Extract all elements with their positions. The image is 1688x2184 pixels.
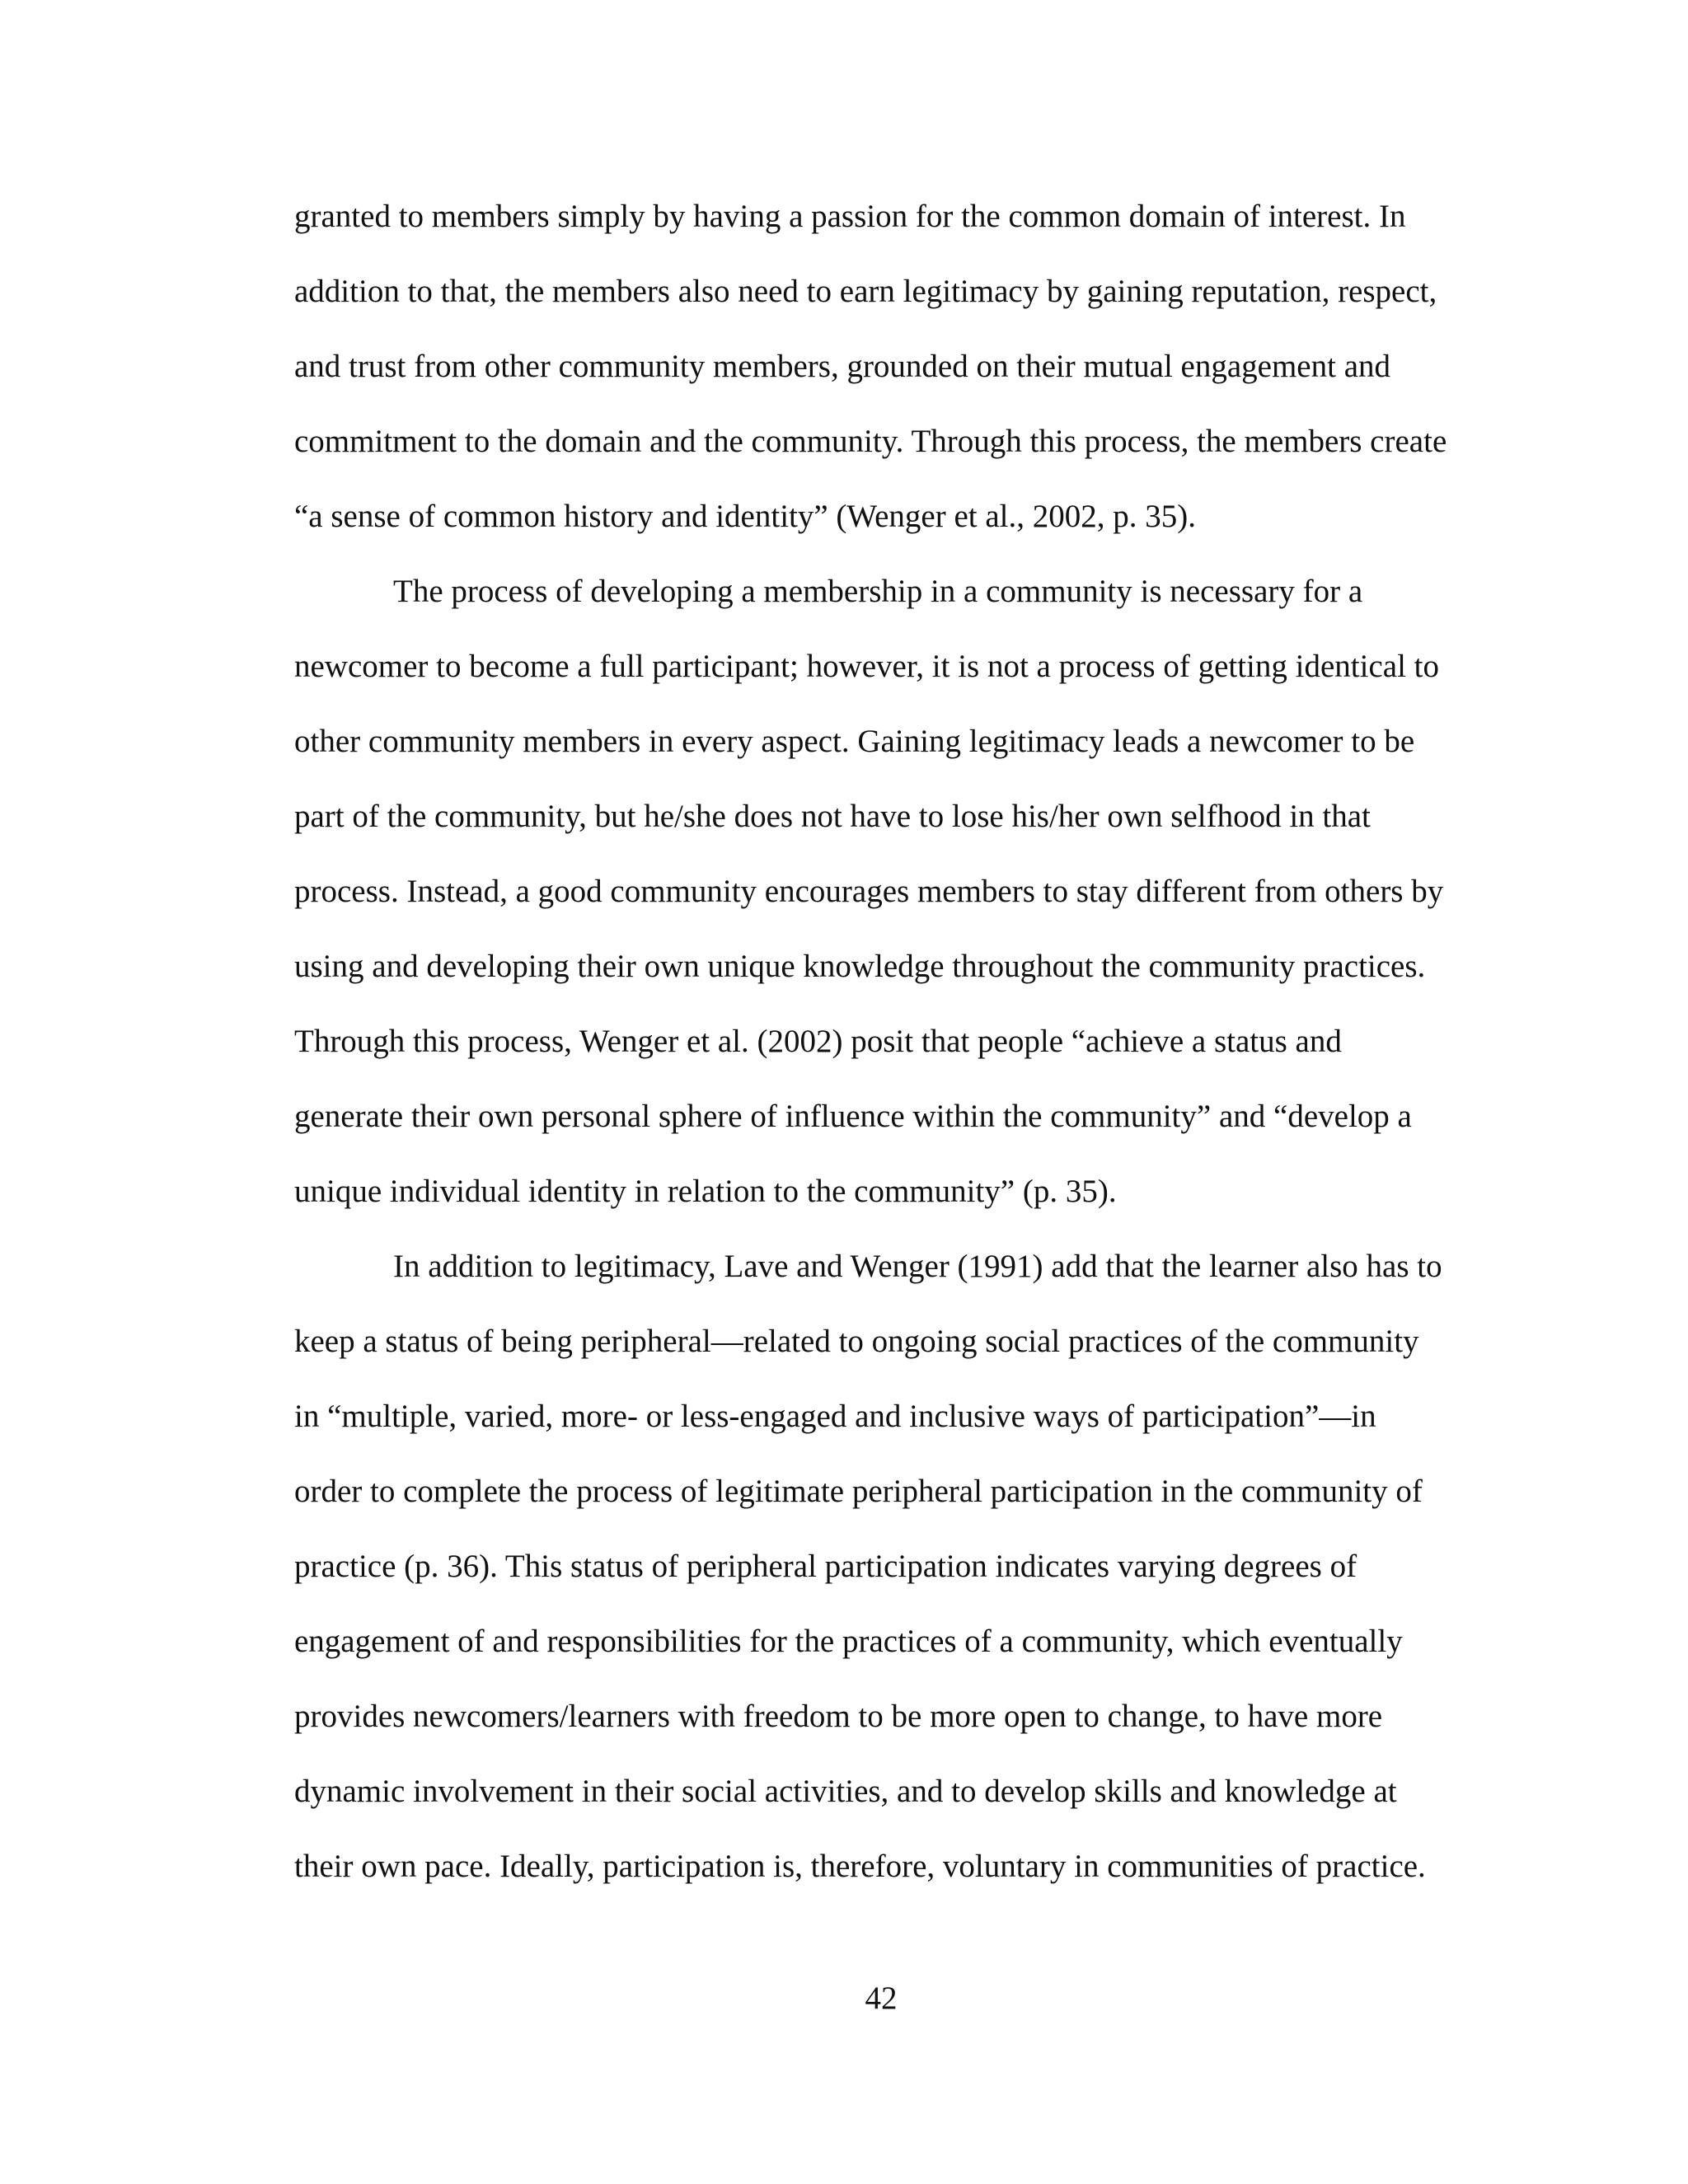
body-text-line: keep a status of being peripheral—related to ongoing social practices of the community xyxy=(294,1324,1419,1359)
body-text-line: using and developing their own unique knowledge throughout the community practices. xyxy=(294,949,1426,984)
paragraph-first-line: In addition to legitimacy, Lave and Wenger (1991) add that the learner also has to xyxy=(393,1249,1442,1284)
body-text-line: engagement of and responsibilities for the practices of a community, which eventually xyxy=(294,1624,1403,1659)
body-text-line: in “multiple, varied, more- or less-engaged and inclusive ways of participation”—in xyxy=(294,1399,1376,1434)
paragraph-first-line: The process of developing a membership in a community is necessary for a xyxy=(393,574,1363,609)
body-text-line: newcomer to become a full participant; however, it is not a process of getting identical to xyxy=(294,649,1439,684)
body-text-line: addition to that, the members also need to earn legitimacy by gaining reputation, respect, xyxy=(294,274,1437,309)
body-text-line: commitment to the domain and the community. Through this process, the members create xyxy=(294,424,1447,459)
body-text-line: and trust from other community members, grounded on their mutual engagement and xyxy=(294,349,1390,384)
body-text-line: generate their own personal sphere of influence within the community” and “develop a xyxy=(294,1099,1412,1134)
body-text-line: practice (p. 36). This status of peripheral participation indicates varying degrees of xyxy=(294,1549,1357,1584)
body-text-line: order to complete the process of legitimate peripheral participation in the community of xyxy=(294,1474,1423,1509)
page-number: 42 xyxy=(865,1980,898,2016)
body-text-line: provides newcomers/learners with freedom to be more open to change, to have more xyxy=(294,1699,1383,1734)
body-text-line: dynamic involvement in their social activities, and to develop skills and knowledge at xyxy=(294,1774,1397,1809)
body-text-line: process. Instead, a good community encourages members to stay different from others by xyxy=(294,874,1444,909)
body-text-line: “a sense of common history and identity” (Wenger et al., 2002, p. 35). xyxy=(294,499,1196,534)
body-text-line: Through this process, Wenger et al. (2002) posit that people “achieve a status and xyxy=(294,1024,1342,1059)
body-text-line: unique individual identity in relation to the community” (p. 35). xyxy=(294,1174,1117,1209)
body-text-line: part of the community, but he/she does not have to lose his/her own selfhood in that xyxy=(294,799,1371,834)
body-text-line: other community members in every aspect. Gaining legitimacy leads a newcomer to be xyxy=(294,724,1415,759)
body-text-line: their own pace. Ideally, participation is, therefore, voluntary in communities of practice. xyxy=(294,1849,1426,1884)
body-text-line: granted to members simply by having a passion for the common domain of interest. In xyxy=(294,199,1406,234)
